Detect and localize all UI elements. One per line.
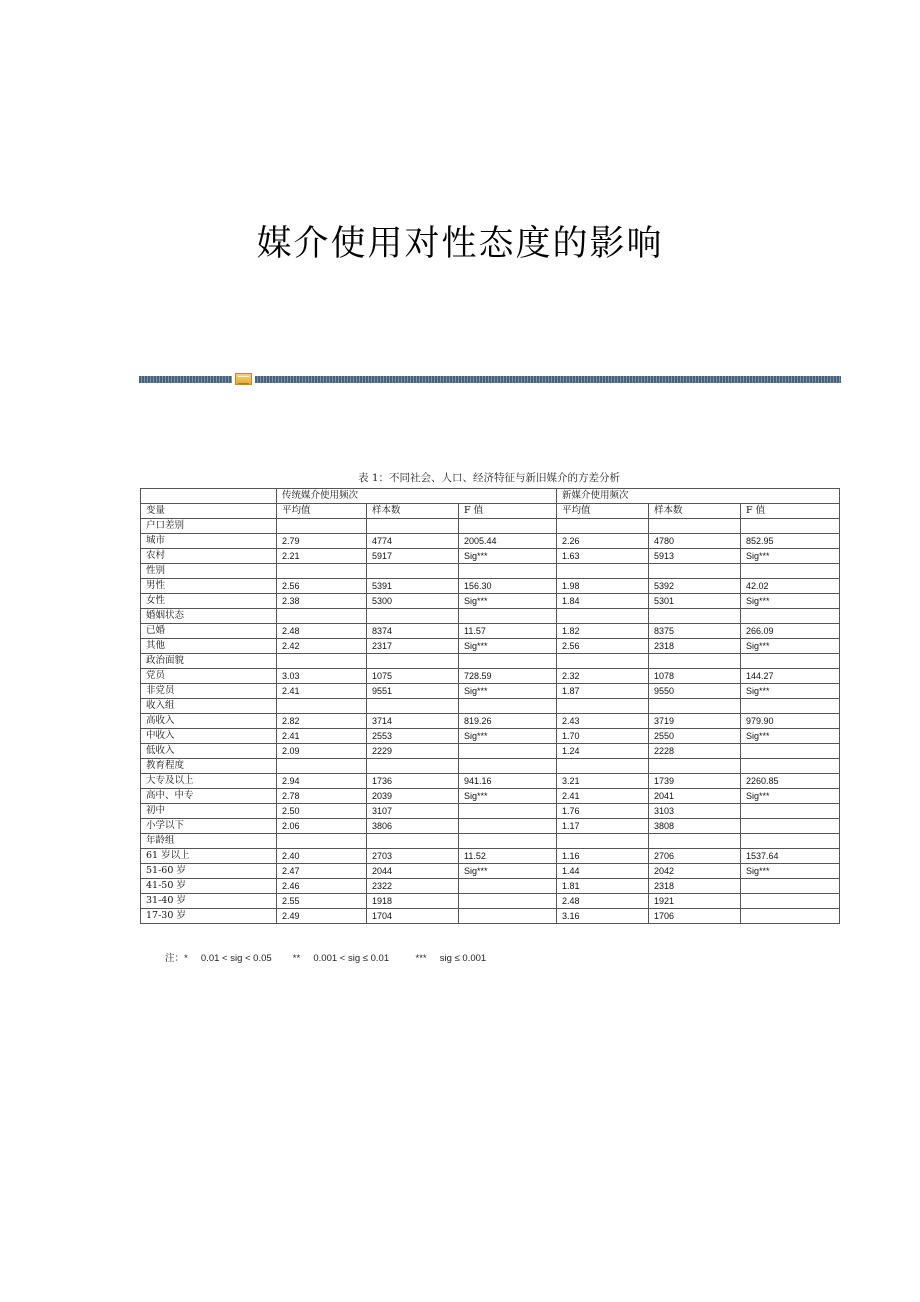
table-cell: 2.42 (277, 639, 367, 654)
table-cell: Sig*** (741, 789, 840, 804)
divider-bar-right (255, 376, 841, 383)
table-cell (459, 804, 557, 819)
empty-cell (459, 609, 557, 624)
empty-cell (367, 564, 459, 579)
significance-note: 注：* 0.01 < sig < 0.05 ** 0.001 < sig ≤ 0.01 *** sig ≤ 0.001 (165, 953, 487, 964)
table-cell: 3107 (367, 804, 459, 819)
row-label: 已婚 (141, 624, 277, 639)
table-cell: 2.56 (277, 579, 367, 594)
table-cell: 3808 (649, 819, 741, 834)
empty-cell (459, 834, 557, 849)
table-cell: 5917 (367, 549, 459, 564)
table-cell: 5392 (649, 579, 741, 594)
table-cell: 2.50 (277, 804, 367, 819)
table-cell: 2.94 (277, 774, 367, 789)
section-row (141, 654, 840, 669)
table-cell: 1.70 (557, 729, 649, 744)
table-row (141, 579, 840, 594)
table-cell: 941.16 (459, 774, 557, 789)
section-row (141, 519, 840, 534)
empty-cell (557, 519, 649, 534)
table-cell: 1.82 (557, 624, 649, 639)
empty-cell (741, 699, 840, 714)
table-cell: 2.55 (277, 894, 367, 909)
empty-cell (649, 654, 741, 669)
table-cell: 4780 (649, 534, 741, 549)
table-cell: 1075 (367, 669, 459, 684)
table-cell: 266.09 (741, 624, 840, 639)
table-cell: 2.41 (557, 789, 649, 804)
col-header-n-new: 样本数 (649, 504, 741, 519)
table-cell: 979.90 (741, 714, 840, 729)
row-label: 51-60 岁 (141, 864, 277, 879)
table-cell: 156.30 (459, 579, 557, 594)
table-row (141, 774, 840, 789)
row-label: 农村 (141, 549, 277, 564)
table-cell (741, 879, 840, 894)
table-row (141, 894, 840, 909)
table-cell: 1.16 (557, 849, 649, 864)
table-cell: 2005.44 (459, 534, 557, 549)
table-cell: 3719 (649, 714, 741, 729)
row-label: 女性 (141, 594, 277, 609)
section-label: 教育程度 (141, 759, 277, 774)
empty-cell (367, 759, 459, 774)
table-cell: 2.48 (557, 894, 649, 909)
row-label: 31-40 岁 (141, 894, 277, 909)
table-cell: 3.21 (557, 774, 649, 789)
section-label: 性别 (141, 564, 277, 579)
table-cell: 1921 (649, 894, 741, 909)
table-cell: 144.27 (741, 669, 840, 684)
table-cell: 2322 (367, 879, 459, 894)
table-cell: 2.47 (277, 864, 367, 879)
table-cell: Sig*** (459, 789, 557, 804)
table-row (141, 909, 840, 924)
row-label: 高中、中专 (141, 789, 277, 804)
table-cell: Sig*** (741, 684, 840, 699)
table-cell: 5913 (649, 549, 741, 564)
table-row (141, 744, 840, 759)
empty-cell (741, 564, 840, 579)
section-row (141, 564, 840, 579)
page-title: 媒介使用对性态度的影响 (256, 224, 664, 264)
table-cell: 1704 (367, 909, 459, 924)
table-cell: 819.26 (459, 714, 557, 729)
section-divider (139, 375, 841, 384)
section-label: 收入组 (141, 699, 277, 714)
table-cell: Sig*** (741, 729, 840, 744)
empty-cell (277, 519, 367, 534)
group-header-traditional: 传统媒介使用频次 (277, 489, 557, 504)
table-cell: 2.56 (557, 639, 649, 654)
table-cell: 4774 (367, 534, 459, 549)
table-cell: 2550 (649, 729, 741, 744)
col-header-f: F 值 (459, 504, 557, 519)
table-row (141, 684, 840, 699)
table-cell: 2.41 (277, 729, 367, 744)
empty-cell (459, 564, 557, 579)
empty-cell (557, 564, 649, 579)
table-cell: 2.82 (277, 714, 367, 729)
empty-cell (277, 654, 367, 669)
table-cell: 1739 (649, 774, 741, 789)
empty-cell (367, 834, 459, 849)
table-cell: 2.79 (277, 534, 367, 549)
table-cell: 3806 (367, 819, 459, 834)
empty-cell (557, 834, 649, 849)
table-cell: 2.38 (277, 594, 367, 609)
table-cell (459, 909, 557, 924)
table-cell: 2553 (367, 729, 459, 744)
table-cell (741, 909, 840, 924)
table-cell: 2.26 (557, 534, 649, 549)
table-cell: 2.06 (277, 819, 367, 834)
table-cell (741, 804, 840, 819)
table-cell: 2042 (649, 864, 741, 879)
row-label: 城市 (141, 534, 277, 549)
table-row (141, 804, 840, 819)
empty-cell (741, 609, 840, 624)
table-row (141, 729, 840, 744)
table-cell: Sig*** (459, 594, 557, 609)
table-cell: 852.95 (741, 534, 840, 549)
table-cell: Sig*** (741, 864, 840, 879)
empty-cell (741, 519, 840, 534)
group-header-blank (141, 489, 277, 504)
row-label: 初中 (141, 804, 277, 819)
table-cell: 42.02 (741, 579, 840, 594)
table-row (141, 594, 840, 609)
table-cell: 5300 (367, 594, 459, 609)
table-cell: 1078 (649, 669, 741, 684)
table-cell: 11.52 (459, 849, 557, 864)
empty-cell (557, 609, 649, 624)
section-row (141, 699, 840, 714)
empty-cell (649, 519, 741, 534)
table-cell: 2318 (649, 639, 741, 654)
column-header-row (141, 504, 840, 519)
table-cell (459, 819, 557, 834)
section-label: 年龄组 (141, 834, 277, 849)
table-cell: Sig*** (741, 639, 840, 654)
table-cell: 3.03 (277, 669, 367, 684)
table-cell: 2229 (367, 744, 459, 759)
table-cell: 1.17 (557, 819, 649, 834)
table-cell: 2703 (367, 849, 459, 864)
table-cell: 2317 (367, 639, 459, 654)
table-cell: 8374 (367, 624, 459, 639)
empty-cell (741, 759, 840, 774)
empty-cell (367, 609, 459, 624)
empty-cell (649, 834, 741, 849)
table-cell: 3103 (649, 804, 741, 819)
empty-cell (557, 759, 649, 774)
group-header-row (141, 489, 840, 504)
col-header-variable: 变量 (141, 504, 277, 519)
table-cell: 2044 (367, 864, 459, 879)
row-label: 男性 (141, 579, 277, 594)
empty-cell (459, 759, 557, 774)
table-cell: Sig*** (741, 594, 840, 609)
table-cell (741, 894, 840, 909)
table-cell: 2.43 (557, 714, 649, 729)
table-cell: 11.57 (459, 624, 557, 639)
section-row (141, 759, 840, 774)
row-label: 党员 (141, 669, 277, 684)
empty-cell (649, 564, 741, 579)
table-cell: Sig*** (459, 729, 557, 744)
empty-cell (649, 609, 741, 624)
table-cell: 3714 (367, 714, 459, 729)
section-label: 婚姻状态 (141, 609, 277, 624)
table-cell: Sig*** (459, 684, 557, 699)
table-cell: Sig*** (459, 864, 557, 879)
table-cell: 1736 (367, 774, 459, 789)
table-cell: 1.63 (557, 549, 649, 564)
col-header-mean-new: 平均值 (557, 504, 649, 519)
table-cell: 2.21 (277, 549, 367, 564)
table-cell (741, 819, 840, 834)
table-cell: 2.41 (277, 684, 367, 699)
table-cell: 5301 (649, 594, 741, 609)
table-cell: 2.40 (277, 849, 367, 864)
table-cell: Sig*** (741, 549, 840, 564)
divider-bar-left (139, 376, 232, 383)
table-cell: 1918 (367, 894, 459, 909)
table-caption: 表 1：不同社会、人口、经济特征与新旧媒介的方差分析 (357, 472, 621, 484)
table-cell: 1.87 (557, 684, 649, 699)
table-cell: 2.09 (277, 744, 367, 759)
empty-cell (649, 759, 741, 774)
empty-cell (557, 654, 649, 669)
empty-cell (459, 699, 557, 714)
table-cell: 2.48 (277, 624, 367, 639)
empty-cell (277, 699, 367, 714)
table-cell: 2039 (367, 789, 459, 804)
table-row (141, 864, 840, 879)
table-cell: 1537.64 (741, 849, 840, 864)
empty-cell (459, 519, 557, 534)
empty-cell (741, 834, 840, 849)
empty-cell (367, 519, 459, 534)
table-cell: 2.32 (557, 669, 649, 684)
table-cell (459, 879, 557, 894)
table-cell: 2228 (649, 744, 741, 759)
table-cell (459, 894, 557, 909)
col-header-n: 样本数 (367, 504, 459, 519)
table-cell: 3.16 (557, 909, 649, 924)
empty-cell (557, 699, 649, 714)
table-cell: 2.78 (277, 789, 367, 804)
section-row (141, 834, 840, 849)
group-header-new: 新媒介使用频次 (557, 489, 840, 504)
table-cell: 1706 (649, 909, 741, 924)
table-cell: Sig*** (459, 639, 557, 654)
row-label: 其他 (141, 639, 277, 654)
col-header-f-new: F 值 (741, 504, 840, 519)
table-cell: 2041 (649, 789, 741, 804)
row-label: 41-50 岁 (141, 879, 277, 894)
empty-cell (277, 759, 367, 774)
envelope-icon (235, 373, 252, 385)
table-row (141, 849, 840, 864)
table-cell: 1.81 (557, 879, 649, 894)
row-label: 61 岁以上 (141, 849, 277, 864)
table-cell: 2260.85 (741, 774, 840, 789)
table-cell: 1.98 (557, 579, 649, 594)
empty-cell (367, 654, 459, 669)
empty-cell (649, 699, 741, 714)
table-cell: 728.59 (459, 669, 557, 684)
row-label: 大专及以上 (141, 774, 277, 789)
table-row (141, 714, 840, 729)
table-cell: 5391 (367, 579, 459, 594)
row-label: 高收入 (141, 714, 277, 729)
row-label: 17-30 岁 (141, 909, 277, 924)
section-label: 户口差别 (141, 519, 277, 534)
anova-table (140, 488, 840, 924)
table-cell: 9550 (649, 684, 741, 699)
table-row (141, 624, 840, 639)
table-cell: 1.84 (557, 594, 649, 609)
table-row (141, 534, 840, 549)
table-cell: 1.24 (557, 744, 649, 759)
table-cell: 2318 (649, 879, 741, 894)
table-cell (459, 744, 557, 759)
empty-cell (277, 609, 367, 624)
row-label: 低收入 (141, 744, 277, 759)
row-label: 非党员 (141, 684, 277, 699)
table-row (141, 879, 840, 894)
table-cell: 1.44 (557, 864, 649, 879)
table-cell: 1.76 (557, 804, 649, 819)
empty-cell (741, 654, 840, 669)
col-header-mean: 平均值 (277, 504, 367, 519)
table-row (141, 669, 840, 684)
table-cell: Sig*** (459, 549, 557, 564)
section-row (141, 609, 840, 624)
table-cell (741, 744, 840, 759)
empty-cell (277, 834, 367, 849)
empty-cell (277, 564, 367, 579)
table-row (141, 819, 840, 834)
row-label: 中收入 (141, 729, 277, 744)
row-label: 小学以下 (141, 819, 277, 834)
table-row (141, 789, 840, 804)
table-cell: 2706 (649, 849, 741, 864)
section-label: 政治面貌 (141, 654, 277, 669)
table-cell: 2.46 (277, 879, 367, 894)
empty-cell (367, 699, 459, 714)
table-cell: 9551 (367, 684, 459, 699)
table-row (141, 549, 840, 564)
empty-cell (459, 654, 557, 669)
table-cell: 8375 (649, 624, 741, 639)
table-cell: 2.49 (277, 909, 367, 924)
table-row (141, 639, 840, 654)
